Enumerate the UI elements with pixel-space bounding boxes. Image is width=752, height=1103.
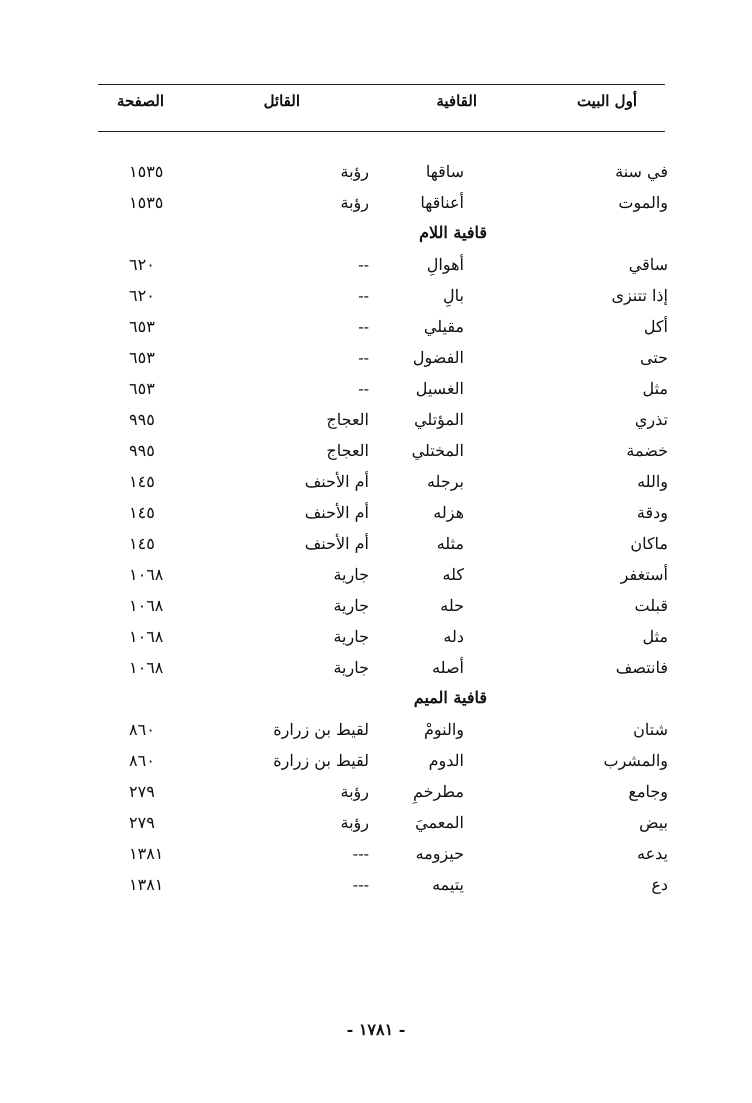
section-heading-row xyxy=(0,685,752,716)
rhyme-cell: المؤتلي xyxy=(414,410,464,429)
rhyme-cell: مقيلي xyxy=(423,317,464,336)
speaker-cell: -- xyxy=(358,348,369,367)
speaker-cell: رؤبة xyxy=(340,813,369,832)
rhyme-cell: مثله xyxy=(436,534,464,553)
rhyme-cell: الغسيل xyxy=(415,379,464,398)
index-table-body xyxy=(0,158,752,902)
page-number-cell: ٨٦٠ xyxy=(129,751,155,770)
page-number-cell: ٦٥٣ xyxy=(129,348,155,367)
table-row xyxy=(0,344,752,375)
rhyme-cell: برجله xyxy=(426,472,464,491)
first-verse-cell: إذا تتنزى xyxy=(611,286,668,305)
speaker-cell: -- xyxy=(358,255,369,274)
rhyme-cell: ساقها xyxy=(425,162,464,181)
speaker-cell: جارية xyxy=(333,596,369,615)
page-number-cell: ١٥٣٥ xyxy=(129,193,164,212)
page-number-cell: ١٣٨١ xyxy=(129,875,164,894)
speaker-cell: جارية xyxy=(333,565,369,584)
header-bottom-rule xyxy=(98,131,665,132)
table-row xyxy=(0,468,752,499)
speaker-cell: لقيط بن زرارة xyxy=(273,720,369,739)
first-verse-cell: مثل xyxy=(642,379,668,398)
page-number-cell: ١٥٣٥ xyxy=(129,162,164,181)
table-row xyxy=(0,437,752,468)
page-number-cell: ١٠٦٨ xyxy=(129,596,164,615)
table-row xyxy=(0,530,752,561)
page-number: - ١٧٨١ - xyxy=(346,1020,406,1039)
first-verse-cell: دع xyxy=(651,875,668,894)
page-number-cell: ١٠٦٨ xyxy=(129,627,164,646)
table-row xyxy=(0,809,752,840)
page-number-cell: ١٠٦٨ xyxy=(129,565,164,584)
rhyme-cell: مطرخمِ xyxy=(412,782,464,801)
first-verse-cell: ودقة xyxy=(636,503,668,522)
page-number-cell: ١٤٥ xyxy=(129,503,155,522)
header-speaker: القائل xyxy=(263,92,300,110)
first-verse-cell: والموت xyxy=(618,193,668,212)
rhyme-cell: حيزومه xyxy=(415,844,464,863)
rhyme-cell: المعميَ xyxy=(415,813,464,832)
table-row xyxy=(0,561,752,592)
first-verse-cell: ساقي xyxy=(628,255,668,274)
speaker-cell: -- xyxy=(358,379,369,398)
table-row xyxy=(0,871,752,902)
table-row xyxy=(0,592,752,623)
table-row xyxy=(0,406,752,437)
rhyme-cell: أصله xyxy=(432,658,464,677)
header-rhyme: القافية xyxy=(436,92,477,110)
table-row xyxy=(0,499,752,530)
table-row xyxy=(0,654,752,685)
first-verse-cell: أستغفر xyxy=(620,565,668,584)
table-row xyxy=(0,313,752,344)
first-verse-cell: وجامع xyxy=(628,782,668,801)
speaker-cell: رؤبة xyxy=(340,162,369,181)
table-row xyxy=(0,623,752,654)
page-number-cell: ٩٩٥ xyxy=(129,410,155,429)
page-number-cell: ٢٧٩ xyxy=(129,813,155,832)
speaker-cell: لقيط بن زرارة xyxy=(273,751,369,770)
first-verse-cell: شتان xyxy=(633,720,668,739)
table-row xyxy=(0,778,752,809)
page-number-cell: ٩٩٥ xyxy=(129,441,155,460)
speaker-cell: أم الأحنف xyxy=(304,503,369,522)
table-row xyxy=(0,716,752,747)
first-verse-cell: أكل xyxy=(643,317,668,336)
table-row xyxy=(0,251,752,282)
rhyme-cell: كله xyxy=(442,565,464,584)
header-first-verse: أول البيت xyxy=(576,92,637,110)
table-row xyxy=(0,375,752,406)
header-page: الصفحة xyxy=(116,92,164,110)
first-verse-cell: في سنة xyxy=(615,162,668,181)
speaker-cell: العجاج xyxy=(326,410,369,429)
speaker-cell: العجاج xyxy=(326,441,369,460)
speaker-cell: رؤبة xyxy=(340,782,369,801)
speaker-cell: جارية xyxy=(333,658,369,677)
table-header xyxy=(0,92,752,116)
rhyme-cell: يتيمه xyxy=(432,875,464,894)
section-title: قافية اللام xyxy=(419,223,487,242)
page-number-cell: ٦٥٣ xyxy=(129,379,155,398)
table-row xyxy=(0,747,752,778)
speaker-cell: رؤبة xyxy=(340,193,369,212)
speaker-cell: جارية xyxy=(333,627,369,646)
rhyme-cell: حله xyxy=(440,596,464,615)
page-number-cell: ٦٢٠ xyxy=(129,286,155,305)
first-verse-cell: والمشرب xyxy=(603,751,668,770)
page-number-cell: ١٤٥ xyxy=(129,534,155,553)
page-number-cell: ١٣٨١ xyxy=(129,844,164,863)
rhyme-cell: والنومْ xyxy=(423,720,464,739)
speaker-cell: -- xyxy=(358,317,369,336)
first-verse-cell: فانتصف xyxy=(615,658,668,677)
page-number-cell: ١٤٥ xyxy=(129,472,155,491)
rhyme-cell: الدوم xyxy=(428,751,464,770)
rhyme-cell: أهوالِ xyxy=(426,255,464,274)
first-verse-cell: خضمة xyxy=(626,441,668,460)
first-verse-cell: مثل xyxy=(642,627,668,646)
first-verse-cell: والله xyxy=(637,472,668,491)
first-verse-cell: حتى xyxy=(639,348,668,367)
rhyme-cell: الفضول xyxy=(412,348,464,367)
table-row xyxy=(0,840,752,871)
header-top-rule xyxy=(98,84,665,85)
first-verse-cell: تذري xyxy=(634,410,668,429)
rhyme-cell: بالِ xyxy=(443,286,464,305)
page-number-cell: ١٠٦٨ xyxy=(129,658,164,677)
page-number-cell: ٦٥٣ xyxy=(129,317,155,336)
section-title: قافية الميم xyxy=(413,688,487,707)
first-verse-cell: بيض xyxy=(639,813,668,832)
speaker-cell: --- xyxy=(352,844,369,863)
speaker-cell: أم الأحنف xyxy=(304,472,369,491)
rhyme-cell: أعناقها xyxy=(420,193,464,212)
table-row xyxy=(0,158,752,189)
page-number-cell: ٨٦٠ xyxy=(129,720,155,739)
table-row xyxy=(0,282,752,313)
page-number-cell: ٢٧٩ xyxy=(129,782,155,801)
rhyme-cell: هزله xyxy=(433,503,464,522)
speaker-cell: -- xyxy=(358,286,369,305)
first-verse-cell: قبلت xyxy=(634,596,668,615)
rhyme-cell: دله xyxy=(443,627,464,646)
table-row xyxy=(0,189,752,220)
page-number-cell: ٦٢٠ xyxy=(129,255,155,274)
first-verse-cell: يدعه xyxy=(637,844,668,863)
first-verse-cell: ماكان xyxy=(630,534,668,553)
speaker-cell: --- xyxy=(352,875,369,894)
speaker-cell: أم الأحنف xyxy=(304,534,369,553)
section-heading-row xyxy=(0,220,752,251)
rhyme-cell: المختلي xyxy=(411,441,464,460)
